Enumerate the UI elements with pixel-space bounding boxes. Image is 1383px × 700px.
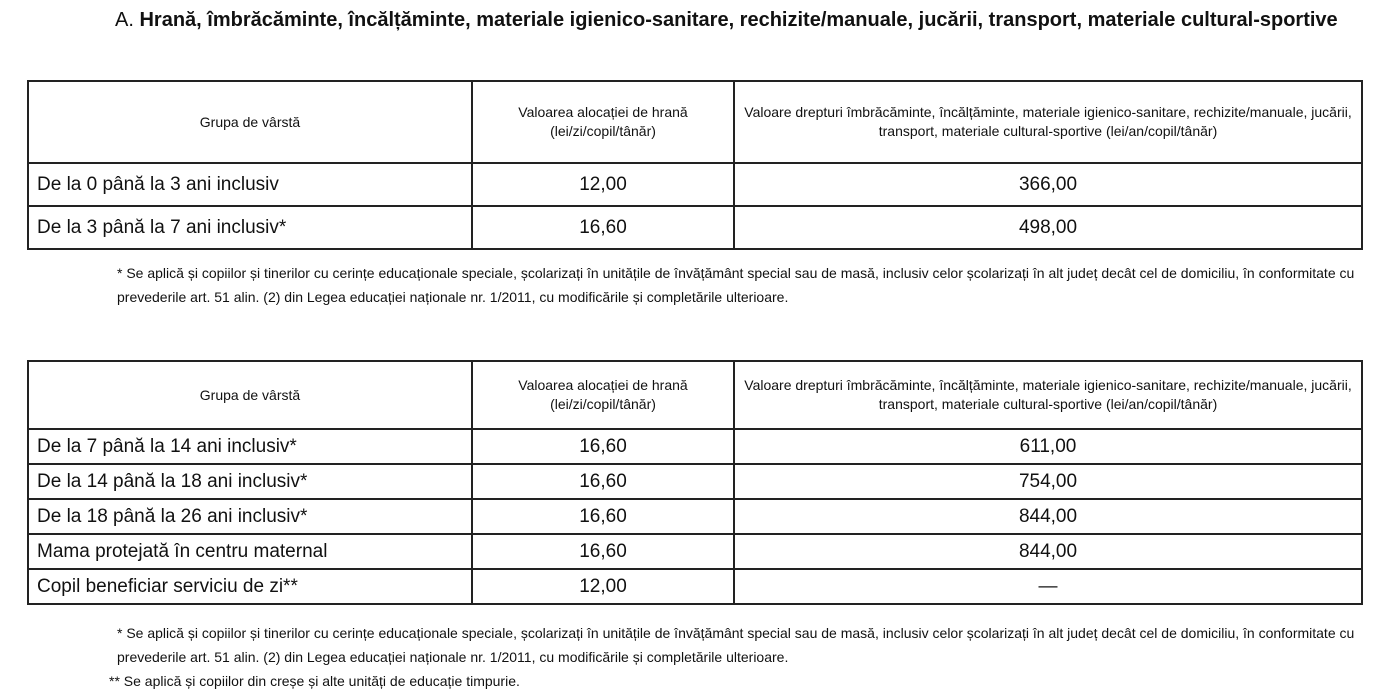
section-title	[27, 6, 1367, 34]
food-cell: 16,60	[472, 206, 734, 249]
header-food: Valoarea alocației de hrană (lei/zi/copil/tânăr)	[472, 81, 734, 163]
table-row	[28, 499, 1362, 534]
food-cell: 12,00	[472, 163, 734, 206]
rights-cell: 844,00	[734, 499, 1362, 534]
table-row	[28, 206, 1362, 249]
age-group-cell: De la 3 până la 7 ani inclusiv*	[28, 206, 472, 249]
header-rights: Valoare drepturi îmbrăcăminte, încălțăminte, materiale igienico-sanitare, rechizite/manuale, jucării, transport, materiale cultural-sportive (lei/an/copil/tânăr)	[734, 81, 1362, 163]
footnote-text: * Se aplică și copiilor și tinerilor cu cerințe educaționale speciale, școlarizați în unitățile de învățământ special sau de masă, inclusiv celor școlarizați în alt județ decât cel de domiciliu, în conformitate cu prevederile art. 51 alin. (2) din Legea educației naționale nr. 1/2011, cu modificările și completările ulterioare.	[117, 625, 1355, 665]
table-row	[28, 464, 1362, 499]
section-heading: Hrană, îmbrăcăminte, încălțăminte, materiale igienico-sanitare, rechizite/manuale, jucării, transport, materiale cultural-sportive	[139, 9, 1338, 31]
age-group-cell: Copil beneficiar serviciu de zi**	[28, 569, 472, 604]
table-row	[28, 569, 1362, 604]
allowance-table-2	[27, 360, 1363, 605]
rights-cell: 366,00	[734, 163, 1362, 206]
table-row	[28, 429, 1362, 464]
table-header-row	[28, 361, 1362, 429]
header-age-group: Grupa de vârstă	[28, 361, 472, 429]
rights-cell: 611,00	[734, 429, 1362, 464]
section-prefix: A.	[115, 9, 134, 31]
age-group-cell: De la 7 până la 14 ani inclusiv*	[28, 429, 472, 464]
header-age-group: Grupa de vârstă	[28, 81, 472, 163]
table-row	[28, 163, 1362, 206]
age-group-cell: Mama protejată în centru maternal	[28, 534, 472, 569]
footnote-star-2	[27, 621, 1367, 693]
rights-cell: 754,00	[734, 464, 1362, 499]
rights-cell: 498,00	[734, 206, 1362, 249]
table-row	[28, 534, 1362, 569]
food-cell: 16,60	[472, 499, 734, 534]
rights-cell: —	[734, 569, 1362, 604]
footnote-star-1	[27, 261, 1367, 309]
food-cell: 12,00	[472, 569, 734, 604]
allowance-table-1	[27, 80, 1363, 250]
header-rights: Valoare drepturi îmbrăcăminte, încălțăminte, materiale igienico-sanitare, rechizite/manuale, jucării, transport, materiale cultural-sportive (lei/an/copil/tânăr)	[734, 361, 1362, 429]
footnote-text: * Se aplică și copiilor și tinerilor cu cerințe educaționale speciale, școlarizați în unitățile de învățământ special sau de masă, inclusiv celor școlarizați în alt județ decât cel de domiciliu, în conformitate cu prevederile art. 51 alin. (2) din Legea educației naționale nr. 1/2011, cu modificările și completările ulterioare.	[117, 265, 1355, 305]
header-food: Valoarea alocației de hrană (lei/zi/copil/tânăr)	[472, 361, 734, 429]
food-cell: 16,60	[472, 464, 734, 499]
food-cell: 16,60	[472, 534, 734, 569]
age-group-cell: De la 18 până la 26 ani inclusiv*	[28, 499, 472, 534]
age-group-cell: De la 0 până la 3 ani inclusiv	[28, 163, 472, 206]
table-header-row	[28, 81, 1362, 163]
rights-cell: 844,00	[734, 534, 1362, 569]
food-cell: 16,60	[472, 429, 734, 464]
age-group-cell: De la 14 până la 18 ani inclusiv*	[28, 464, 472, 499]
footnote-double-star: ** Se aplică și copiilor din creșe și alte unități de educație timpurie.	[109, 673, 520, 689]
